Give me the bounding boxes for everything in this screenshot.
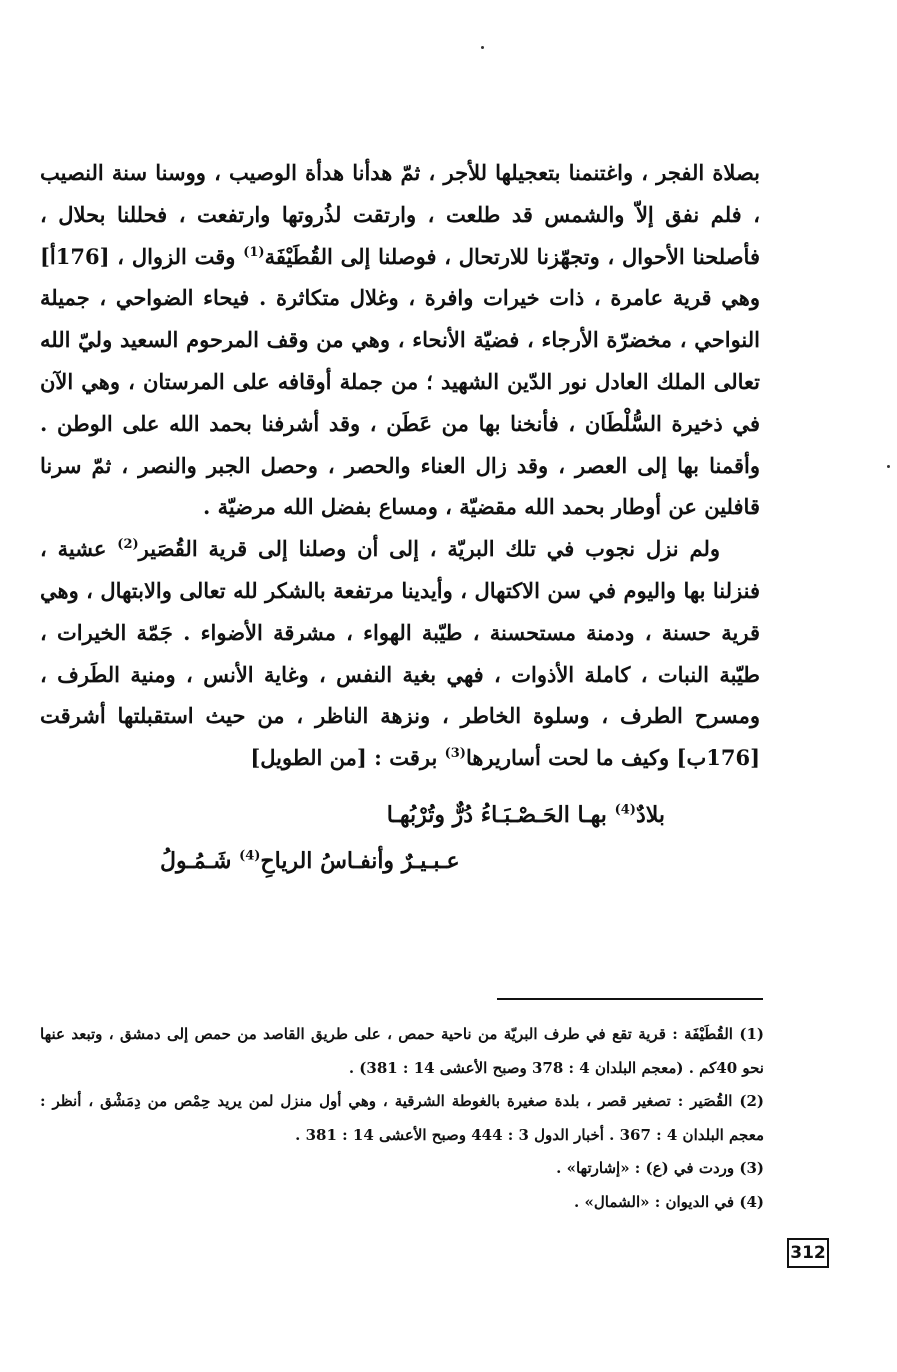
paragraph-2 bbox=[40, 528, 760, 779]
verse-second-hemistich-text: عـبـيـرٌ وأنفـاسُ الرياحِ bbox=[260, 848, 460, 874]
footnote-ref-2[interactable]: (2) bbox=[117, 537, 139, 553]
poem-verse bbox=[160, 792, 720, 884]
footnotes bbox=[40, 1018, 764, 1219]
footnote-text: وردت في (ع) : «إشارتها» . bbox=[556, 1159, 735, 1177]
footnote-ref-3[interactable]: (3) bbox=[444, 746, 466, 762]
footnote-ref-4b[interactable]: (4) bbox=[239, 848, 261, 864]
footnote-number: (3) bbox=[739, 1159, 764, 1177]
paragraph-2-text-b: عشية ، فنزلنا بها واليوم في سن الاكتهال ، وأيدينا مرتفعة بالشكر لله تعالى والابتهال ، وهي قرية حسنة ، ودمنة مستحسنة ، طيّبة الهواء ، مشرقة الأضواء . جَمّة الخيرات ، طيّبة النبات ، كاملة الأذوات ، فهي بغية النفس ، وغاية الأنس ، ومنية الطَرف ، ومسرح الطرف ، وسلوة الخاطر ، ونزهة الناظر ، من حيث استقبلتها أشرقت [176ب] وكيف ما لحت أساريرها bbox=[40, 536, 760, 771]
verse-second-hemistich-rest: شَـمُـولُ bbox=[160, 848, 240, 874]
footnote-separator bbox=[497, 998, 763, 1000]
verse-first-hemistich bbox=[160, 792, 720, 838]
footnote-1 bbox=[40, 1018, 764, 1085]
paragraph-2-text-c: برقت : [من الطويل] bbox=[250, 745, 445, 771]
footnote-ref-1[interactable]: (1) bbox=[243, 244, 265, 260]
scan-speck bbox=[887, 465, 890, 468]
verse-first-hemistich-word: بلادٌ bbox=[635, 802, 665, 828]
footnote-3 bbox=[40, 1152, 764, 1186]
paragraph-1-text-b: وقت الزوال ، [176أ] وهي قرية عامرة ، ذات خيرات وافرة ، وغلال متكاثرة . فيحاء الضواحي ، جميلة النواحي ، مخضرّة الأرجاء ، فضيّة الأنحاء ، وهي من وقف المرحوم السعيد وليّ الله تعالى الملك العادل نور الدّين الشهيد ؛ من جملة أوقافه على المرستان ، وهي الآن في ذخيرة السُّلْطَان ، فأنخنا بها من عَطَن ، وقد أشرفنا بحمد الله على الوطن . وأقمنا بها إلى العصر ، وقد زال العناء والحصر ، وحصل الجبر والنصر ، ثمّ سرنا قافلين عن أوطار بحمد الله مقضيّة ، ومساع بفضل الله مرضيّة . bbox=[40, 243, 760, 520]
page-number: 312 bbox=[787, 1238, 829, 1268]
footnote-ref-4a[interactable]: (4) bbox=[614, 802, 636, 818]
scan-speck bbox=[481, 46, 484, 49]
footnote-text: في الديوان : «الشمال» . bbox=[574, 1192, 735, 1211]
footnote-text: القُصَير : تصغير قصر ، بلدة صغيرة بالغوطة الشرقية ، وهي أول منزل لمن يريد حِمْص من دِمَشْق ، أنظر : معجم البلدان 4 : 367 . أخبار الدول 3 : 444 وصبح الأعشى 14 : 381 . bbox=[40, 1092, 764, 1144]
verse-first-hemistich-rest: بهـا الحَـصْـبَـاءُ دُرٌّ وتُرْبُهـا bbox=[386, 802, 615, 828]
footnote-number: (4) bbox=[739, 1192, 764, 1211]
footnote-2 bbox=[40, 1085, 764, 1152]
footnote-number: (1) bbox=[739, 1025, 765, 1043]
main-text bbox=[40, 152, 760, 779]
paragraph-1-text-a: بصلاة الفجر ، واغتنمنا بتعجيلها للأجر ، ثمّ هدأنا هدأة الوصيب ، ووسنا سنة النصيب ، فلم نفق إلاّ والشمس قد طلعت ، وارتقت لذُروتها وارتفعت ، فحللنا بحلال ، فأصلحنا الأحوال ، وتجهّزنا للارتحال ، فوصلنا إلى القُطَيْفَة bbox=[40, 160, 760, 269]
verse-second-hemistich bbox=[160, 838, 720, 884]
footnote-4 bbox=[40, 1186, 764, 1220]
paragraph-2-text-a: ولم نزل نجوب في تلك البريّة ، إلى أن وصلنا إلى قرية القُصَير bbox=[138, 536, 720, 562]
footnote-text: القُطَيْفَة : قرية تقع في طرف البريّة من ناحية حمص ، على طريق القاصد من حمص إلى دمشق ، وتبعد عنها نحو 40كم . (معجم البلدان 4 : 378 وصبح الأعشى 14 : 381) . bbox=[40, 1025, 764, 1077]
footnote-number: (2) bbox=[739, 1092, 764, 1110]
paragraph-1 bbox=[40, 152, 760, 528]
